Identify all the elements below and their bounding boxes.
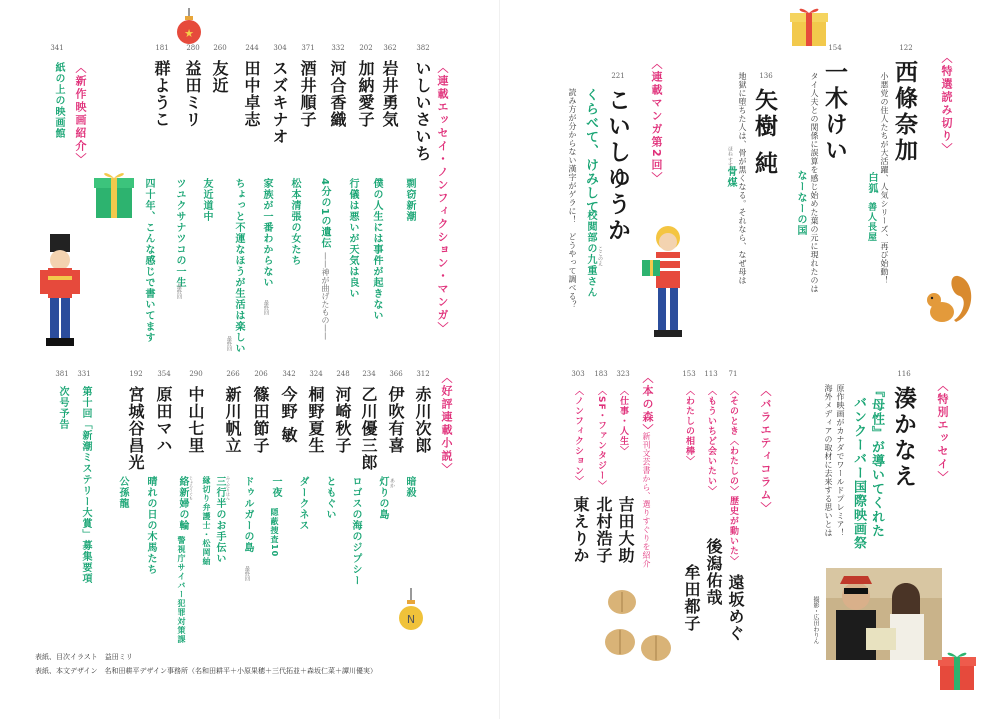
entry-title[interactable]: くらべて、けみして (583, 88, 598, 214)
column-series[interactable]: 〈ノンフィクション〉 (573, 386, 583, 486)
entry-subtitle: 善人長屋 (866, 202, 876, 242)
page-number: 244 (245, 44, 259, 52)
page-number: 260 (213, 44, 227, 52)
page-number: 362 (383, 44, 397, 52)
author-name: 河崎秋子 (333, 386, 352, 454)
entry-title[interactable]: なーなーの国 (795, 170, 806, 236)
entry-title[interactable]: 暗殺 (404, 476, 415, 498)
page-number: 303 (571, 370, 585, 378)
entry-title[interactable]: 僕の人生には事件が起きない (371, 178, 382, 321)
category-film: 〈新作映画紹介〉 (74, 62, 87, 166)
page-number: 323 (616, 370, 630, 378)
page-number: 354 (157, 370, 171, 378)
entry-title[interactable]: ロゴスの海のジプシー (350, 476, 361, 586)
author-name: 宮城谷昌光 (126, 386, 145, 471)
page-number: 381 (55, 370, 69, 378)
page-number: 332 (331, 44, 345, 52)
final-episode-note: 最終回 (176, 284, 182, 299)
entry-subtitle: 警視庁サイバー犯罪対策課 (177, 536, 186, 644)
character-illustration-icon (638, 224, 702, 342)
category-book-forest: 〈本の森〉 (641, 372, 654, 437)
entry-title[interactable]: 家族が一番わからない (261, 178, 272, 288)
svg-text:★: ★ (184, 27, 194, 40)
page-number: 324 (309, 370, 323, 378)
entry-title[interactable]: 一夜 (270, 476, 281, 498)
author-name: 友近 (210, 60, 229, 94)
page-number: 116 (897, 370, 911, 378)
final-episode-note: 最終回 (244, 566, 250, 581)
author-name: 西條奈加 (891, 60, 918, 164)
page-number: 136 (759, 72, 773, 80)
author-name: 中山七里 (186, 386, 205, 454)
page-number: 342 (282, 370, 296, 378)
page-number: 221 (611, 72, 625, 80)
final-episode-note: 最終回 (226, 336, 232, 351)
entry-title[interactable]: 白狐 (866, 172, 877, 194)
entry-title[interactable]: 松本清張の女たち (289, 178, 300, 266)
credit-line: 表紙、本文デザイン 名和田耕平デザイン事務所（名和田耕平＋小原果穂＋三代拓並＋森坂仁菜＋譚川優実） (35, 667, 378, 675)
page-number: 266 (226, 370, 240, 378)
author-name: いしいさいち (413, 60, 432, 162)
page-number: 122 (899, 44, 913, 52)
author-name: 岩井勇気 (380, 60, 399, 128)
ruby-text: あか (389, 478, 395, 488)
author-name: 今野 敏 (279, 386, 298, 444)
page-number: 153 (682, 370, 696, 378)
entry-title[interactable]: 第十回「新潮ミステリー大賞」募集要項 (80, 386, 91, 584)
column-series[interactable]: 〈そのとき〈わたしの〉歴史が動いた〉 (728, 386, 738, 566)
entry-title[interactable]: 四十年、こんな感じで書いてます (143, 178, 154, 343)
ornament-icon (396, 588, 426, 634)
entry-subtitle: 隠蔽捜査10 (270, 508, 279, 558)
book-forest-description: 新刊文芸書から、選りすぐりを紹介 (642, 432, 651, 568)
author-name: 桐野夏生 (306, 386, 325, 454)
entry-title[interactable]: 次号予告 (57, 386, 68, 430)
author-name: 酒井順子 (298, 60, 317, 128)
entry-title[interactable]: 友近道中 (201, 178, 212, 222)
author-name: 加納愛子 (356, 60, 375, 128)
ruby-text: みくだりはん (226, 476, 231, 500)
page-number: 382 (416, 44, 430, 52)
page-number: 331 (77, 370, 91, 378)
entry-title[interactable]: 灯りの島 (377, 476, 388, 520)
category-special-essay: 〈特別エッセイ〉 (936, 380, 949, 484)
entry-title[interactable]: 骨煤 (725, 166, 736, 188)
author-name: 乙川優三郎 (359, 386, 378, 471)
author-name: 伊吹有喜 (386, 386, 405, 454)
page-number: 304 (273, 44, 287, 52)
entry-description: 原作映画がカナダでワールドプレミア！ (836, 384, 845, 537)
page-number: 71 (728, 370, 738, 378)
page-number: 154 (828, 44, 842, 52)
final-episode-note: 最終回 (263, 300, 269, 315)
author-name: 河合香織 (328, 60, 347, 128)
ornament-icon (174, 8, 204, 48)
page-number: 192 (129, 370, 143, 378)
entry-description[interactable]: 小悪党の住人たちが大活躍、人気シリーズ、再び始動！ (880, 72, 889, 285)
author-name: 矢樹 純 (751, 88, 778, 178)
photo-illustration-icon (826, 568, 942, 660)
nutcracker-icon (34, 234, 86, 354)
entry-title[interactable]: 剽窃新潮 (404, 178, 415, 222)
column-series[interactable]: 〈仕事・人生〉 (618, 386, 628, 456)
entry-title[interactable]: ツユクサナツコの一生 (174, 178, 185, 288)
page-number: 183 (594, 370, 608, 378)
category-special-read: 〈特選読み切り〉 (940, 52, 953, 156)
entry-description-line2: 海外メディアの取材に去来する思いとは (824, 384, 833, 537)
author-name: 遠坂めぐ (726, 574, 745, 642)
squirrel-icon (920, 270, 976, 330)
entry-subtitle: 校閲部の九重さん (585, 210, 596, 298)
entry-title[interactable]: ともぐい (324, 476, 335, 520)
column-series[interactable]: 〈SF・ファンタジー〉 (596, 386, 606, 491)
entry-title[interactable]: 三行半のお手伝い (214, 476, 225, 564)
entry-subtitle: 縁切り弁護士・松岡紬 (202, 476, 211, 566)
entry-description[interactable]: 地獄に堕ちた人は、骨が黒くなる。それなら、なぜ母は (738, 72, 747, 285)
author-photo (826, 568, 942, 660)
page-number: 181 (155, 44, 169, 52)
entry-title[interactable]: 晴れの日の木馬たち (145, 476, 156, 575)
entry-title[interactable]: ダークネス (297, 476, 308, 531)
author-name: 後潟佑哉 (704, 538, 723, 606)
author-name: 牟田都子 (682, 564, 701, 632)
gift-box-icon (786, 4, 832, 48)
entry-title[interactable]: ちょっと不運なほうが生活は楽しい (233, 178, 244, 354)
gift-box-icon (92, 168, 136, 220)
author-name: 原田マハ (154, 386, 173, 454)
photo-credit: 撮影・広田わりん (812, 596, 819, 644)
column-series[interactable]: 〈もういちど会いたい〉 (706, 386, 716, 496)
author-name: スズキナオ (270, 60, 289, 145)
author-name: 新川帆立 (223, 386, 242, 454)
category-essay: 〈連載エッセイ・ノンフィクション・マンガ〉 (436, 62, 449, 335)
entry-subtitle: ——神が曲げたもの—— (321, 252, 330, 340)
entry-title[interactable]: 紙の上の映画館 (53, 62, 64, 139)
author-name: 湊かなえ (890, 386, 917, 490)
author-name: 東えりか (571, 496, 590, 564)
page-number: 202 (359, 44, 373, 52)
author-name: 一木けい (821, 60, 848, 164)
page-number: 206 (254, 370, 268, 378)
entry-title[interactable]: 4分の1の遺伝 (319, 178, 330, 249)
author-name: 赤川次郎 (413, 386, 432, 454)
walnut-icon (600, 582, 680, 672)
author-name: 益田ミリ (183, 60, 202, 128)
page-number: 113 (704, 370, 718, 378)
page-number: 366 (389, 370, 403, 378)
page-number: 280 (186, 44, 200, 52)
svg-text:N: N (406, 613, 416, 626)
author-name: 吉田大助 (616, 496, 635, 564)
author-name: こいしゆうか (604, 88, 631, 244)
category-novel: 〈好評連載小説〉 (440, 372, 453, 476)
author-name: 群ようこ (152, 60, 171, 128)
author-name: 篠田節子 (251, 386, 270, 454)
page-number: 371 (301, 44, 315, 52)
author-name: 北村浩子 (594, 496, 613, 564)
entry-title-line2[interactable]: バンクーバー国際映画祭 (851, 396, 866, 550)
page-number: 248 (336, 370, 350, 378)
entry-title[interactable]: 公孫龍 (117, 476, 128, 509)
category-manga: 〈連載マンガ第2回〉 (650, 58, 663, 185)
author-name: 田中卓志 (242, 60, 261, 128)
credit-line: 表紙、目次イラスト 益田ミリ (35, 653, 133, 661)
entry-description[interactable]: タイ人夫との関係に誤算を感じ始めた葉の元に現れたのは (810, 72, 819, 293)
gift-box-icon (936, 648, 980, 692)
page-number: 290 (189, 370, 203, 378)
entry-title[interactable]: 絡新婦の輪 (177, 476, 188, 531)
ruby-text: ここのえ (597, 246, 603, 266)
page-number: 234 (362, 370, 376, 378)
page-number: 341 (50, 44, 64, 52)
page-number: 312 (416, 370, 430, 378)
entry-title[interactable]: 『母性』が導いてくれた (869, 384, 884, 538)
category-variety: 〈バラエティコラム〉 (759, 385, 772, 515)
entry-title[interactable]: ドゥルガーの島 (242, 476, 253, 553)
column-series[interactable]: 〈わたしの相棒〉 (684, 386, 694, 466)
entry-description[interactable]: 読み方が分からない漢字がゲラに！ どうやって調べる？ (568, 88, 577, 309)
entry-title[interactable]: 行儀は悪いが天気は良い (347, 178, 358, 299)
ruby-text: じょろうぐも (189, 476, 194, 500)
ruby-text: ほね すす (727, 146, 733, 168)
